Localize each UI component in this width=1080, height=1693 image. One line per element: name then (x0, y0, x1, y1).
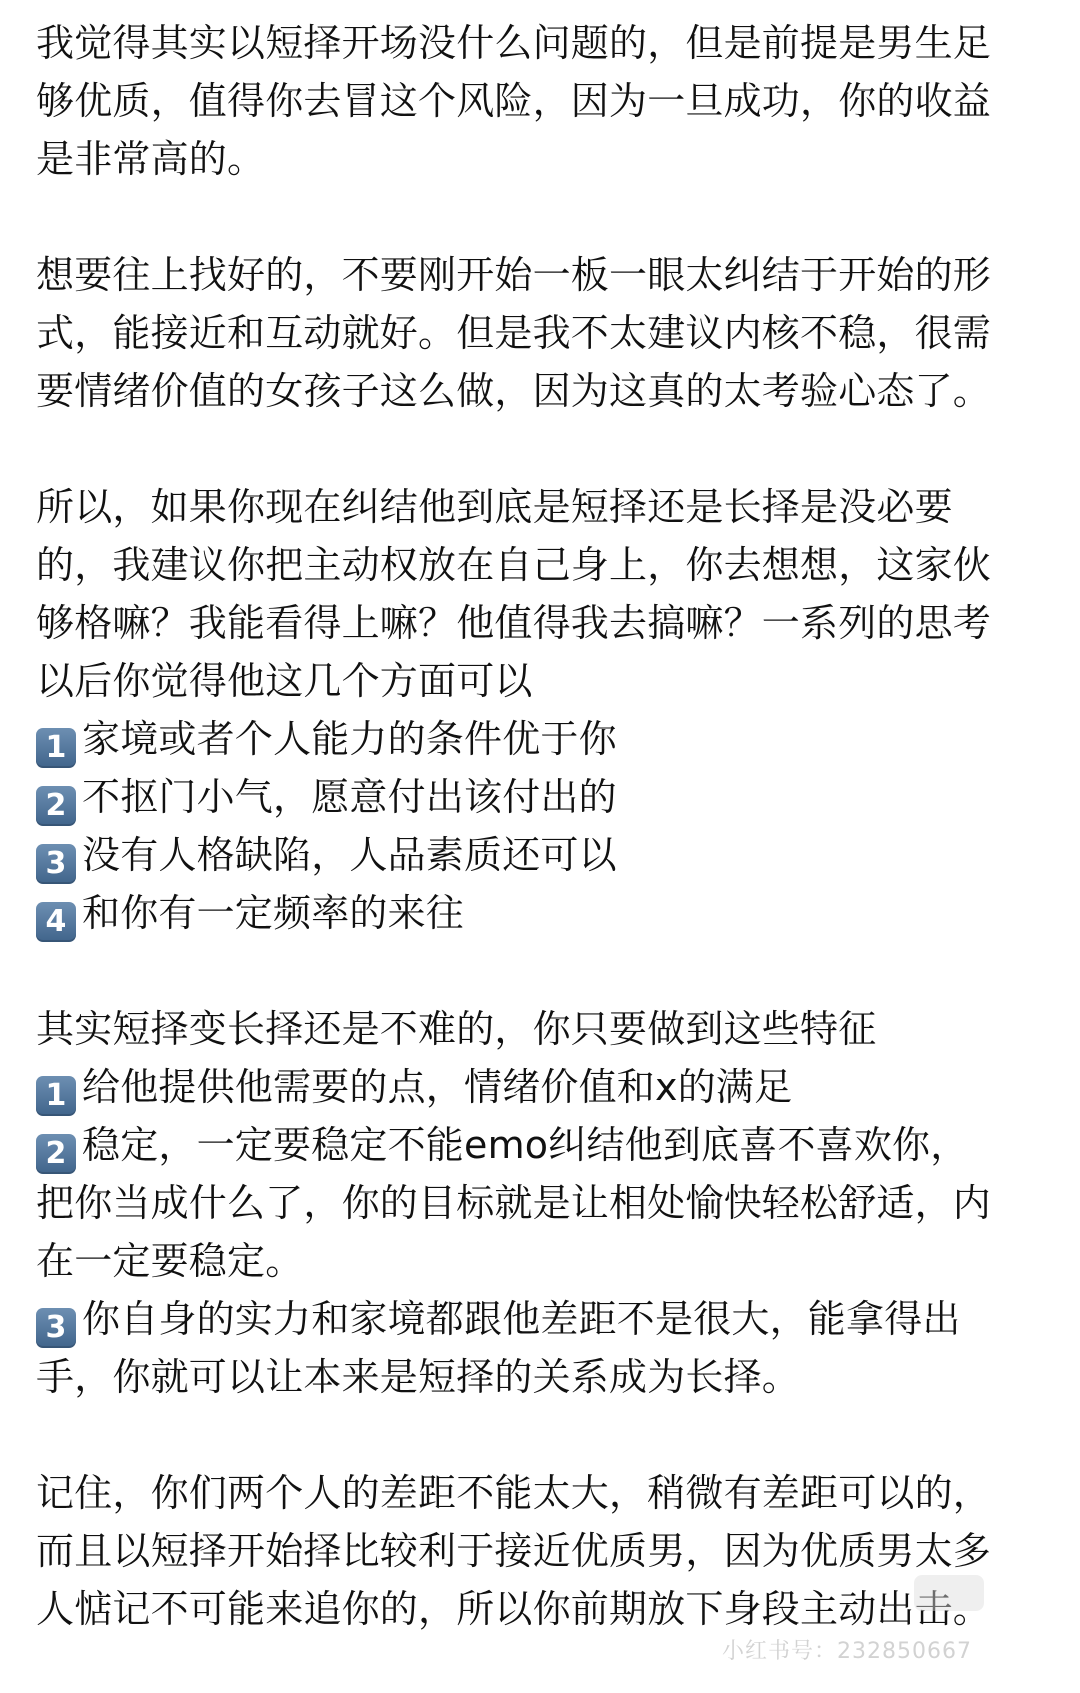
number-2-keycap-icon: 2 (36, 786, 76, 826)
paragraph-line: 所以，如果你现在纠结他到底是短择还是长择是没必要 (36, 485, 953, 529)
numbered-list-item (36, 884, 1044, 942)
watermark-text: 小红书号：232850667 (722, 1639, 972, 1664)
list-item-text: 你自身的实力和家境都跟他差距不是很大，能拿得出 (82, 1297, 961, 1341)
number-3-keycap-icon: 3 (36, 1308, 76, 1348)
number-2-keycap-icon: 2 (36, 1134, 76, 1174)
numbered-list-item (36, 710, 1044, 768)
paragraph (36, 478, 1044, 942)
numbered-list-item (36, 1058, 1044, 1116)
paragraph-line: 够格嘛？我能看得上嘛？他值得我去搞嘛？一系列的思考 (36, 601, 992, 645)
list-item-text: 和你有一定频率的来往 (82, 891, 465, 935)
list-item-text-continued: 在一定要稳定。 (36, 1239, 304, 1283)
paragraph-line: 要情绪价值的女孩子这么做，因为这真的太考验心态了。 (36, 369, 992, 413)
paragraph-line: 其实短择变长择还是不难的，你只要做到这些特征 (36, 1007, 877, 1051)
number-4-keycap-icon: 4 (36, 902, 76, 942)
number-1-keycap-icon: 1 (36, 728, 76, 768)
paragraph-line: 而且以短择开始择比较利于接近优质男，因为优质男太多 (36, 1529, 992, 1573)
paragraph-line: 是非常高的。 (36, 137, 266, 181)
paragraph-line: 以后你觉得他这几个方面可以 (36, 659, 533, 703)
paragraph (36, 246, 1044, 420)
paragraph-line: 想要往上找好的，不要刚开始一板一眼太纠结于开始的形 (36, 253, 992, 297)
list-item-text: 没有人格缺陷，人品素质还可以 (82, 833, 617, 877)
list-item-text: 家境或者个人能力的条件优于你 (82, 717, 617, 761)
paragraph-line: 我觉得其实以短择开场没什么问题的，但是前提是男生足 (36, 21, 992, 65)
numbered-list-item (36, 768, 1044, 826)
paragraph-line: 够优质，值得你去冒这个风险，因为一旦成功，你的收益 (36, 79, 992, 123)
paragraph-line: 式，能接近和互动就好。但是我不太建议内核不稳，很需 (36, 311, 992, 355)
paragraph-line: 记住，你们两个人的差距不能太大，稍微有差距可以的， (36, 1471, 992, 1515)
number-1-keycap-icon: 1 (36, 1076, 76, 1116)
list-item-text: 不抠门小气，愿意付出该付出的 (82, 775, 617, 819)
paragraph-line: 人惦记不可能来追你的，所以你前期放下身段主动出击。 (36, 1587, 992, 1631)
numbered-list-item (36, 1116, 1044, 1290)
number-3-keycap-icon: 3 (36, 844, 76, 884)
numbered-list-item (36, 1290, 1044, 1406)
list-item-text-continued: 把你当成什么了，你的目标就是让相处愉快轻松舒适，内 (36, 1181, 992, 1225)
list-item-text: 稳定，一定要稳定不能emo纠结他到底喜不喜欢你， (82, 1123, 969, 1167)
paragraph-line: 的，我建议你把主动权放在自己身上，你去想想，这家伙 (36, 543, 992, 587)
paragraph (36, 14, 1044, 188)
paragraph (36, 1000, 1044, 1406)
numbered-list-item (36, 826, 1044, 884)
watermark-logo (914, 1575, 984, 1611)
list-item-text-continued: 手，你就可以让本来是短择的关系成为长择。 (36, 1355, 801, 1399)
paragraph (36, 1464, 1044, 1638)
list-item-text: 给他提供他需要的点，情绪价值和x的满足 (82, 1065, 793, 1109)
